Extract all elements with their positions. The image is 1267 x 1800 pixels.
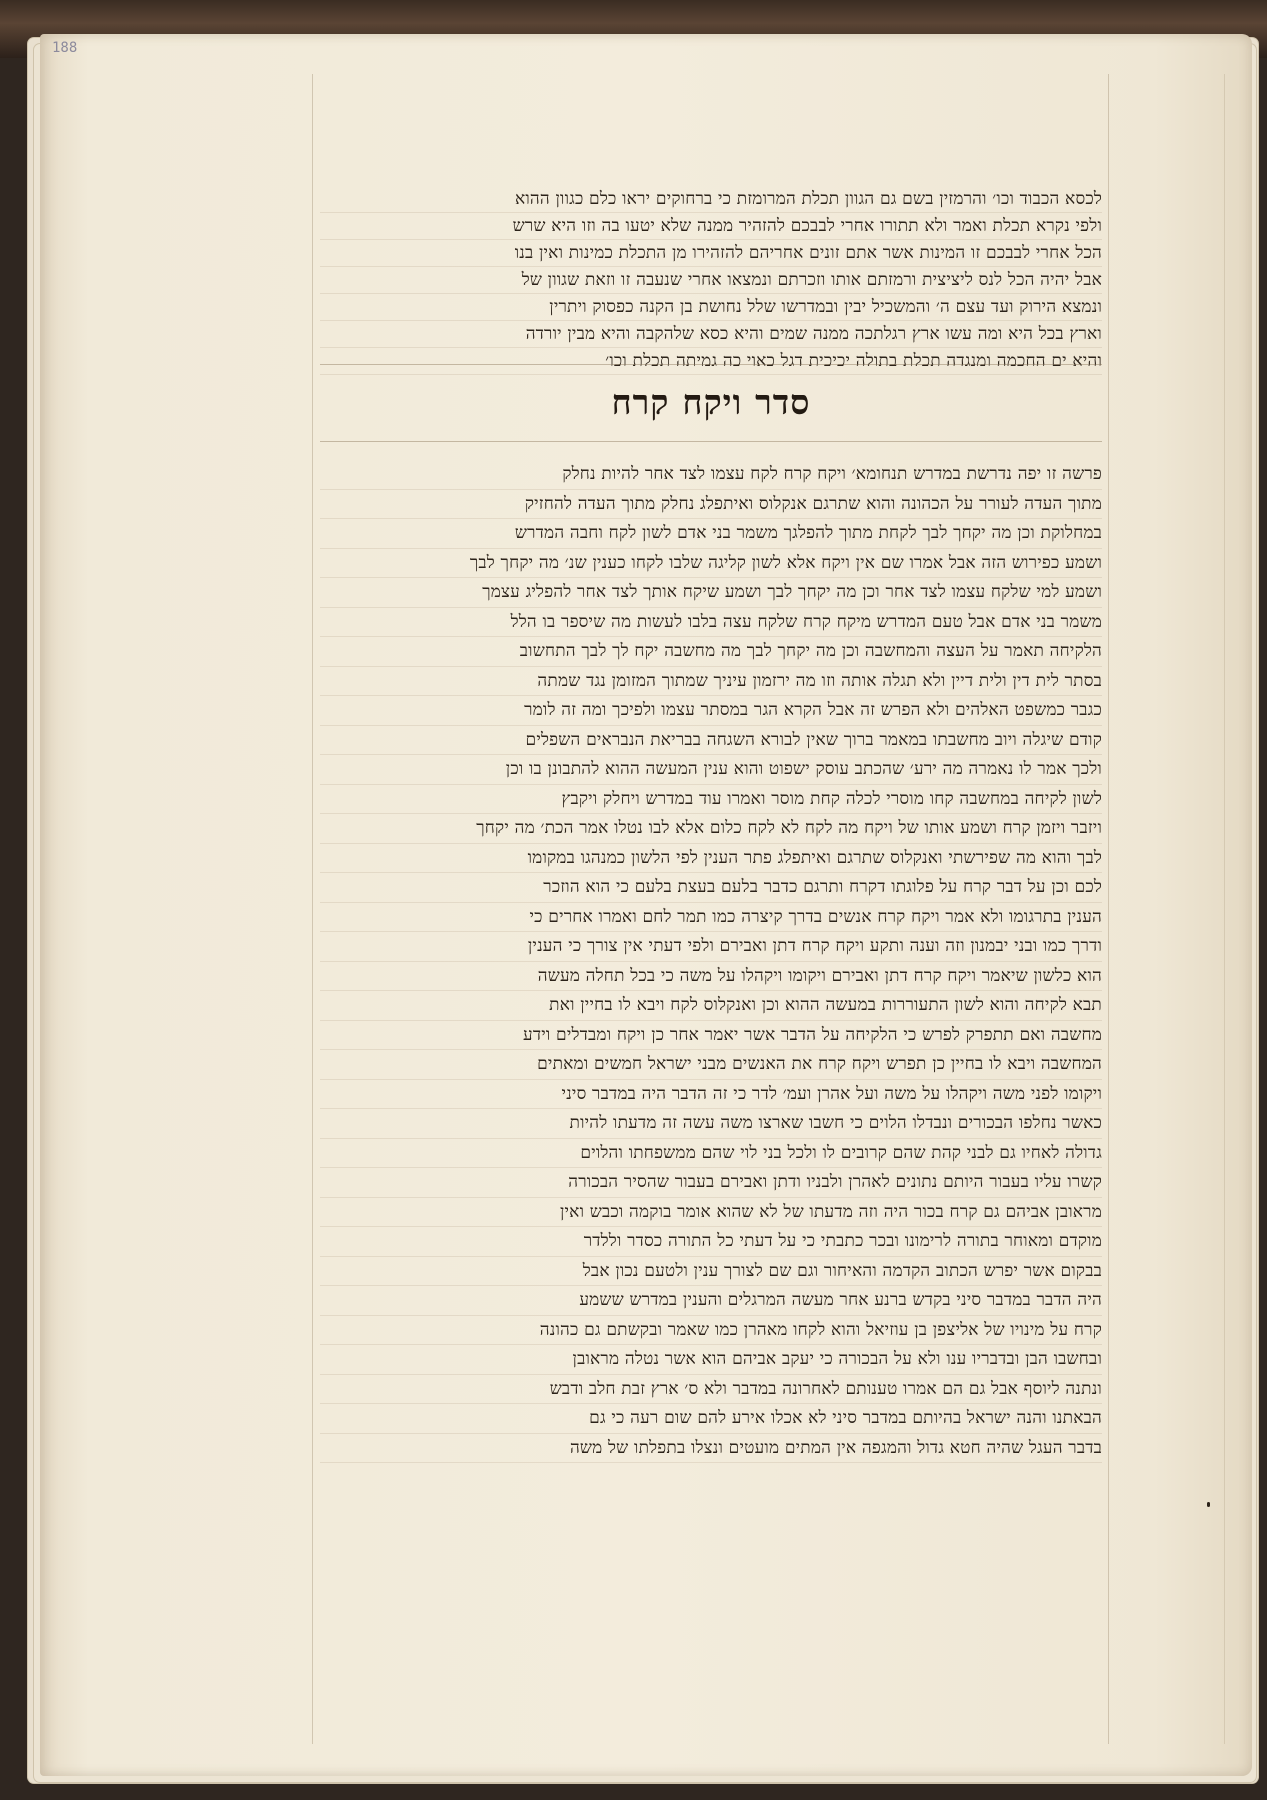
text-line: כאשר נחלפו הבכורים ונבדלו הלוים כי חשבו שארצו משה עשה זה מדעתו להיות [320,1109,1102,1139]
text-line: והיא ים החכמה ומנגדה תכלת בתולה יכיכית דגל כאוי כה גמיתה תכלת וכו׳ [320,348,1102,375]
text-line: הענין בתרגומו ולא אמר ויקח קרח אנשים בדרך קיצרה כמו תמר לחם ואמרו אחרים כי [320,903,1102,933]
text-line: ובחשבו הבן ובדבריו ענו ולא על הבכורה כי יעקב אביהם הוא אשר נטלה מראובן [320,1345,1102,1375]
text-line: פרשה זו יפה נדרשת במדרש תנחומא׳ ויקח קרח לקח עצמו לצד אחר להיות נחלק [320,460,1102,490]
text-line: בדבר העגל שהיה חטא גדול והמגפה אין המתים מועטים ונצלו בתפלתו של משה [320,1434,1102,1464]
text-line: ונמצא הירוק ועד עצם ה׳ והמשכיל יבין ובמדרשו שלל נחושת בן הקנה כפסוק ויתרין [320,294,1102,321]
folio-number: 188 [52,40,78,56]
text-line: משמר בני אדם אבל טעם המדרש מיקח קרח שלקח עצה בלבו לעשות מה שיספר בו הלל [320,608,1102,638]
text-line: אבל יהיה הכל לנס ליציצית ורמזתם אותו וזכרתם ונמצאו אחרי שנעבה זו וזאת שגוון של [320,267,1102,294]
text-line: מוקדם ומאוחר בתורה לרימונו ובכר כתבתי כי על דעתי כל התורה כסדר וללדר [320,1227,1102,1257]
text-line: ושמע כפירוש הזה אבל אמרו שם אין ויקח אלא לשון קליגה שלבו לקחו כענין שנ׳ מה יקחך לבך [320,549,1102,579]
text-line: ולכך אמר לו נאמרה מה ירע׳ שהכתב עוסק ישפוט והוא ענין המעשה ההוא להתבונן בו וכן [320,755,1102,785]
text-line: קרח על מינויו של אליצפן בן עוזיאל והוא לקחו מאהרן כמו שאמר ובקשתם גם כהונה [320,1316,1102,1346]
section-title: סדר ויקח קרח [611,383,811,423]
text-block-main [320,460,1102,1463]
text-line: וארץ בכל היא ומה עשו ארץ רגלתכה ממנה שמים והיא כסא שלהקבה והיא מבין יורדה [320,321,1102,348]
ruling-line-margin [1224,74,1225,1744]
text-line: ולפי נקרא תכלת ואמר ולא תתורו אחרי לבבכם להזהיר ממנה שלא יטעו בה וזו היא שרש [320,213,1102,240]
text-line: בסתר לית דין ולית דיין ולא תגלה אותה וזו מה ירזמון עיניך שמתוך המזומן נגד שמתה [320,667,1102,697]
text-line: ודרך כמו ובני יבמנון וזה וענה ותקע ויקח קרח דתן ואבירם ולפי דעתי אין צורך כי הענין [320,932,1102,962]
text-line: לשון לקיחה במחשבה קחו מוסרי לכלה קחת מוסר ואמרו עוד במדרש ויחלק ויקבץ [320,785,1102,815]
text-line: ושמע למי שלקח עצמו לצד אחר וכן מה יקחך לבך ושמע שיקח אותך לצד אחר להפליג עצמך [320,578,1102,608]
text-line: הבאתנו והנה ישראל בהיותם במדבר סיני לא אכלו אירע להם שום רעה כי גם [320,1404,1102,1434]
text-line: היה הדבר במדבר סיני בקדש ברנע אחר מעשה המרגלים והענין במדרש ששמע [320,1286,1102,1316]
text-line: בבקום אשר יפרש הכתוב הקדמה והאיחור וגם שם לצורך ענין ולטעם נכון אבל [320,1257,1102,1287]
ruling-line-right [1108,74,1109,1744]
text-line: כגבר כמשפט האלהים ולא הפרש זה אבל הקרא הגר במסתר עצמו ולפיכך ומה זה לומר [320,696,1102,726]
text-line: לכם וכן על דבר קרח על פלוגתו דקרח ותרגם כדבר בלעם בעצת בלעם כי הוא הוזכר [320,873,1102,903]
section-heading-frame [320,364,1102,442]
text-line: המחשבה ויבא לו בחיין כן תפרש ויקח קרח את האנשים מבני ישראל חמשים ומאתים [320,1050,1102,1080]
text-line: מחשבה ואם תתפרק לפרש כי הלקיחה על הדבר אשר יאמר אחר כן ויקח ומבדלים וידע [320,1021,1102,1051]
margin-mark [1207,1502,1210,1507]
text-line: לבך והוא מה שפירשתי ואנקלוס שתרגם ואיתפלג פתר הענין לפי הלשון כמנהגו במקומו [320,844,1102,874]
text-block-top [320,186,1102,375]
text-line: ויזבר ויזמן קרח ושמע אותו של ויקח מה לקח לא לקח כלום אלא לבו נטלו אמר הכת׳ מה יקחך [320,814,1102,844]
text-line: הוא כלשון שיאמר ויקח קרח דתן ואבירם ויקומו ויקהלו על משה כי בכל תחלה מעשה [320,962,1102,992]
text-line: קודם שיגלה ויוב מחשבתו במאמר ברוך שאין לבורא השגחה בבריאת הנבראים השפלים [320,726,1102,756]
text-line: תבא לקיחה והוא לשון התעוררות במעשה ההוא וכן ואנקלוס לקח ויבא לו בחיין ואת [320,991,1102,1021]
text-line: ויקומו לפני משה ויקהלו על משה ועל אהרן ועמ׳ לדר כי זה הדבר היה במדבר סיני [320,1080,1102,1110]
text-line: הלקיחה תאמר על העצה והמחשבה וכן מה יקחך לבך מה מחשבה יקח לך לבך התחשוב [320,637,1102,667]
text-line: גדולה לאחיו גם לבני קהת שהם קרובים לו ולכל בני לוי שהם ממשפחתו והלוים [320,1139,1102,1169]
text-line: ונתנה ליוסף אבל גם הם אמרו טענותם לאחרונה במדבר ולא ס׳ ארץ זבת חלב ודבש [320,1375,1102,1405]
text-line: מתוך העדה לעורר על הכהונה והוא שתרגם אנקלוס ואיתפלג נחלק מתוך העדה להחזיק [320,490,1102,520]
ruling-line-left [312,74,313,1744]
text-line: מראובן אביהם גם קרח בכור היה וזה מדעתו של לא שהוא אומר בוקמה וכבש ואין [320,1198,1102,1228]
text-line: במחלוקת וכן מה יקחך לבך לקחת מתוך להפלגך משמר בני אדם לשון לקח וחבה המדרש [320,519,1102,549]
text-line: לכסא הכבוד וכו׳ והרמזין בשם גם הגוון תכלת המרומזת כי ברחוקים יראו כלם כגוון ההוא [320,186,1102,213]
text-line: הכל אחרי לבבכם זו המינות אשר אתם זונים אחריהם להזהירו מן התכלת כמינות ואין בנו [320,240,1102,267]
text-line: קשרו עליו בעבור היותם נתונים לאהרן ולבניו ודתן ואבירם בעבור שהסיר הבכורה [320,1168,1102,1198]
